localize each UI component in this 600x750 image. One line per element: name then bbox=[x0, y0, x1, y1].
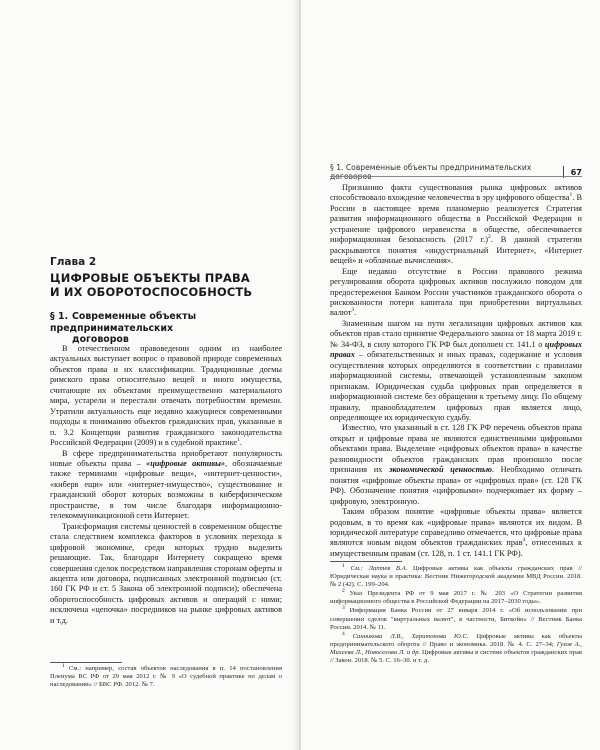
paragraph-text: . В данной стратегии раскрываются понятия «индустриальный Интернет», «Интернет вещей» и «облачные вычисления». bbox=[330, 235, 583, 266]
section-heading bbox=[50, 311, 280, 346]
paragraph bbox=[330, 267, 582, 319]
footnote-ref[interactable]: 1 bbox=[569, 192, 573, 199]
footnote-text: Цифровые активы как объекты предпринимательского оборота // Право и экономика. 2018. № 4. С. 27–34; bbox=[330, 632, 582, 648]
footnote-divider bbox=[50, 662, 122, 663]
footnote-divider bbox=[330, 561, 402, 562]
paragraph-text: Знаменным шагом на пути легализации цифровых активов как объектов прав стало принятие Федерального закона от 18 марта 2019 г. № 34-ФЗ, в силу которого ГК РФ был дополнен ст. 141.1 о bbox=[330, 318, 582, 349]
paragraph-text: . В России в настоящее время планомерно реализуется Стратегия развития информационного общества в Российской Федерации и устранение цифрового неравенства в обществе, обеспечивается информационная безопасность (2017 г.) bbox=[330, 193, 583, 245]
paragraph bbox=[330, 183, 582, 267]
left-body-text bbox=[50, 344, 282, 626]
paragraph-text: Трансформация системы ценностей в современном обществе стала следствием комплекса факторов в условиях перехода к цифровой экономике, среди которых трудно выделить решающие. Так, благодаря Интернету сокращено время совершения сделок посредством направления сторонам оферты и акцепта или договора, подписанных электронной подписью (ст. 160 ГК РФ и ст. 5 Закона об электронной подписи); обеспечена оборотоспособность цифровых активов и операций с ними; исключена «цепочка» посредников на рынке цифровых активов и т.д. bbox=[50, 521, 282, 625]
paragraph-text: В сфере предпринимательства приобретают популярность новые объекты права – bbox=[50, 448, 282, 468]
paragraph bbox=[50, 344, 282, 449]
footnote-number: 2 bbox=[342, 588, 345, 595]
paragraph-text: Известно, что указанный в ст. 128 ГК РФ перечень объектов права открыт и цифровые права не являются единственными цифровыми объектами права. Выделение «цифровых объектов права» в качестве разновидности объектов гражданских прав произошло после признания их bbox=[330, 423, 582, 475]
footnote-author: Гузов А., Михеева Л., Новоселова Л. и др. bbox=[330, 640, 582, 656]
footnote-ref[interactable]: 3 bbox=[351, 307, 355, 314]
footnote-text: Цифровые активы в системе объектов гражданских прав // Закон. 2018. № 5. С. 16–30. и т. д. bbox=[330, 648, 582, 665]
page-number: 67 bbox=[570, 167, 582, 177]
footnote bbox=[330, 562, 582, 589]
paragraph-text: . bbox=[239, 438, 242, 448]
emphasis-term: «цифровые активы» bbox=[146, 458, 226, 468]
paragraph bbox=[330, 423, 582, 507]
emphasis-term: цифровых правах bbox=[330, 339, 582, 360]
footnote-ref[interactable]: 4 bbox=[522, 537, 526, 544]
section-title-line: договоров bbox=[72, 334, 129, 345]
footnote-number: 1 bbox=[342, 562, 345, 569]
footnote-text: Указ Президента РФ от 9 мая 2017 г. № 203 «О Стратегии развития информационного общества в Российской Федерации на 2017–2030 годы». bbox=[330, 590, 582, 606]
footnote-number: 1 bbox=[62, 662, 65, 669]
section-title-line: Современные объекты предпринимательских bbox=[50, 311, 197, 334]
running-head-title: § 1. Современные объекты предпринимательских договоров bbox=[330, 163, 532, 181]
footnote-text: См.: например, состав объектов наследования в п. 14 постановления Пленума ВС РФ от 29 мая 2012 г. № 9 «О судебной практике по делам о наследовании» // БВС РФ. 2012. № 7. bbox=[50, 665, 282, 689]
paragraph-text: Еще недавно отсутствие в России правового режима регулирования оборота цифровых активов послужило поводом для предостережения Банком России участников гражданского оборота о рискованности потери капитала при приобретении виртуальных валют bbox=[330, 266, 582, 318]
section-number: § 1. bbox=[50, 311, 69, 322]
paragraph-text: Таким образом понятие «цифровые объекты права» является родовым, в то время как «цифровые права» являются их видом. В юридической литературе справедливо отмечается, что цифровые права являются новым видом объектов гражданских прав bbox=[330, 507, 582, 548]
footnote-text: Цифровые активы как объекты гражданских прав // Юридическая наука и практика: Вестник Нижегородской академии МВД России. 2018. № 2 (42). С. 199–204. bbox=[330, 565, 582, 589]
chapter-title-line: ЦИФРОВЫЕ ОБЪЕКТЫ ПРАВА bbox=[50, 271, 250, 285]
footnote bbox=[330, 607, 582, 631]
paragraph bbox=[50, 522, 282, 627]
paragraph-text: . Необходимо отличать понятия «цифровые объекты права» от «цифровых прав» (ст. 128 ГК РФ). Обозначение понятия «цифровыми» подчеркивает их форму – цифровую, электронную. bbox=[330, 465, 582, 506]
paragraph bbox=[50, 449, 282, 522]
emphasis-term: экономической ценностью bbox=[389, 465, 492, 475]
footnote bbox=[330, 630, 582, 665]
footnote bbox=[330, 590, 582, 606]
footnote-text: Информация Банка России от 27 января 2014 г. «Об использовании при совершении сделок "виртуальных валют", в частности, Биткойн» // Вестник Банка России. 2014. № 11. bbox=[330, 607, 582, 631]
paragraph-text: – обязательственных и иных правах, содержание и условия осуществления которых определяются в соответствии с правилами информационной системы, отвечающей установленным законом признакам. Юридическая судьба цифровых прав определяется в информационной системе без обращения к третьему лицу. По общему правилу, правообладателем цифровых прав является лицо, определяющее их юридическую судьбу. bbox=[330, 350, 582, 422]
paragraph bbox=[330, 507, 582, 559]
paragraph-text: В отечественном правоведении одним из наиболее актуальных выступает вопрос о правовой природе современных объектов права и их классификации. Традиционные догмы римского права относительно вещей и иного имущества, считающие их объектами преимущественно материального мира, устарели и перестали отвечать потребностям времени. Утратили актуальность еще недавно кажущиеся современными подходы к пониманию объектов гражданских прав, указанные в п. 3.2 Концепции развития гражданского законодательства Российской Федерации (2009) и в судебной практике bbox=[50, 344, 282, 448]
left-footnotes bbox=[50, 662, 282, 690]
chapter-label: Глава 2 bbox=[50, 256, 97, 268]
right-footnotes bbox=[330, 562, 582, 666]
chapter-title bbox=[50, 271, 280, 299]
footnote-number: 4 bbox=[342, 630, 345, 637]
paragraph-text: . bbox=[354, 308, 357, 318]
footnote-number: 3 bbox=[342, 605, 345, 612]
footnote-ref[interactable]: 1 bbox=[237, 437, 240, 444]
footnote-ref[interactable]: 2 bbox=[488, 234, 491, 241]
footnote-author: См.: Лаптев В.А. bbox=[350, 565, 408, 572]
paragraph-text: , обозначаемые также терминами «цифровые вещи», «интернет-ценности», «киберв ещи» или «интернет-имущество», существование и гражданский оборот которых возможны в киберфизическом пространстве, в том числе благодаря информационно-телекоммуникационной сети Интернет. bbox=[50, 458, 282, 521]
right-body-text bbox=[330, 183, 582, 559]
chapter-title-line: И ИХ ОБОРОТОСПОСОБНОСТЬ bbox=[50, 285, 253, 299]
paragraph-text: Признанию факта существования рынка цифровых активов способствовало вхождение человечества в эру цифрового общества bbox=[330, 183, 582, 203]
footnote bbox=[50, 662, 282, 689]
footnote-author: Санникова Л.В., Харитонова Ю.С. bbox=[352, 632, 469, 640]
paragraph bbox=[330, 319, 582, 424]
paragraph-text: , отнесенных к имущественным правам (ст. 128, п. 1 ст. 141.1 ГК РФ). bbox=[330, 538, 582, 558]
header-rule bbox=[330, 176, 582, 177]
running-head bbox=[330, 163, 582, 181]
